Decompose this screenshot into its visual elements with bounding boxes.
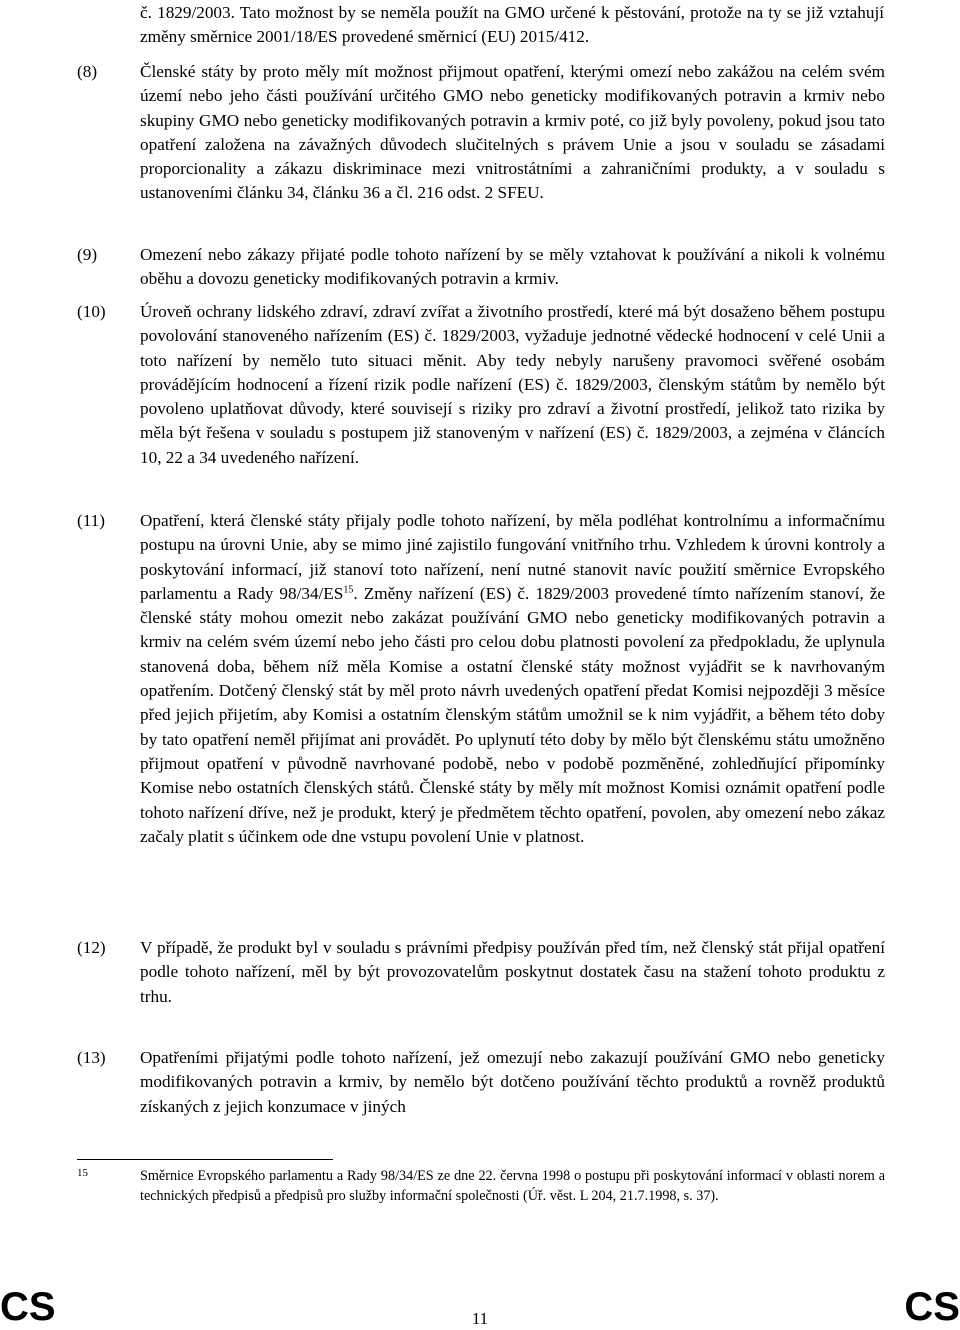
- recital-number: (8): [77, 62, 98, 81]
- recital-12: [77, 936, 885, 1009]
- recital-text-part-a: Opatření, která členské státy přijaly podle tohoto nařízení, by měla podléhat kontrolnímu a informačnímu postupu na úrovni Unie, aby se mimo jiné zajistilo fungování vnitřního trhu. Vzhledem k úrovni kontroly a poskytování informací, již stanoví toto nařízení, není nutné stanovit navíc použití směrnice Evropského parlamentu a Rady 98/34/ES: [140, 511, 885, 603]
- page-number: 11: [471, 1309, 489, 1328]
- recital-text: Úroveň ochrany lidského zdraví, zdraví zvířat a životního prostředí, které má být dosaženo během postupu povolování stanoveného nařízením (ES) č. 1829/2003, vyžaduje jednotné vědecké hodnocení v celé Unii a toto nařízení by nemělo tuto situaci měnit. Aby tedy nebyly narušeny pravomoci svěřené osobám provádějícím hodnocení a řízení rizik podle nařízení (ES) č. 1829/2003, členským státům by nemělo být povoleno uplatňovat důvody, které souvisejí s riziky pro zdraví a životní prostředí, jelikož tato rizika by měla být řešena v souladu s postupem již stanoveným v nařízení (ES) č. 1829/2003, a zejména v článcích 10, 22 a 34 uvedeného nařízení.: [140, 302, 885, 467]
- recital-text: Členské státy by proto měly mít možnost přijmout opatření, kterými omezí nebo zakážou na celém svém území nebo jeho části používání určitého GMO nebo geneticky modifikovaných potravin a krmiv nebo skupiny GMO nebo geneticky modifikovaných potravin a krmiv poté, co již byly povoleny, pokud jsou tato opatření založena na závažných důvodech slučitelných s právem Unie a jsou v souladu se zásadami proporcionality a zákazu diskriminace mezi vnitrostátními a zahraničními produkty, a v souladu s ustanoveními článku 34, článku 36 a čl. 216 odst. 2 SFEU.: [140, 62, 885, 203]
- recital-11: [77, 509, 885, 849]
- recital-number: (10): [77, 302, 106, 321]
- recital-text: Opatřeními přijatými podle tohoto nařízení, jež omezují nebo zakazují používání GMO nebo geneticky modifikovaných potravin a krmiv, by nemělo být dotčeno používání těchto produktů a rovněž produktů získaných z jejich konzumace v jiných: [140, 1048, 885, 1116]
- language-code-right: CS: [904, 1285, 960, 1329]
- recital-10: [77, 300, 885, 470]
- recital-text: Omezení nebo zákazy přijaté podle tohoto nařízení by se měly vztahovat k používání a nikoli k volnému oběhu a dovozu geneticky modifikovaných potravin a krmiv.: [140, 245, 885, 289]
- footnote-divider: [77, 1159, 333, 1160]
- language-code-left: CS: [0, 1285, 56, 1329]
- recital-13: [77, 1046, 885, 1119]
- recital-text-part-b: . Změny nařízení (ES) č. 1829/2003 provedené tímto nařízením stanoví, že členské státy mohou omezit nebo zakázat používání GMO nebo geneticky modifikovaných potravin a krmiv na celém svém území nebo jeho části pro celou dobu platnosti povolení za předpokladu, že uplynula stanovená doba, během níž měla Komise a ostatní členské státy možnost vyjádřit se k navrhovaným opatřením. Dotčený členský stát by měl proto návrh uvedených opatření předat Komisi nejpozději 3 měsíce před jejich přijetím, aby Komisi a ostatním členským státům umožnil se k nim vyjádřit, a během této doby by tato opatření neměl přijímat ani provádět. Po uplynutí této doby by mělo být členskému státu umožněno přijmout opatření v původně navrhované podobě, nebo v podobě pozměněné, zohledňující připomínky Komise nebo ostatních členských států. Členské státy by měly mít možnost Komisi oznámit opatření podle tohoto nařízení dříve, než je produkt, který je předmětem těchto opatření, povolen, aby omezení nebo zákaz začaly platit s účinkem ode dne vstupu povolení Unie v platnost.: [140, 583, 885, 846]
- continuation-text: č. 1829/2003. Tato možnost by se neměla použít na GMO určené k pěstování, protože na ty se již vztahují změny směrnice 2001/18/ES provedené směrnicí (EU) 2015/412.: [140, 3, 884, 47]
- recital-text: V případě, že produkt byl v souladu s právními předpisy používán před tím, než členský stát přijal opatření podle tohoto nařízení, měl by být provozovatelům poskytnut dostatek času na stažení tohoto produktu z trhu.: [140, 938, 885, 1006]
- recital-number: (11): [77, 511, 105, 530]
- footnote: [77, 1167, 885, 1206]
- recital-8: [77, 60, 885, 206]
- recital-text: [140, 509, 885, 849]
- recital-number: (9): [77, 245, 98, 264]
- footnote-number: 15: [77, 1167, 88, 1179]
- recital-number: (13): [77, 1048, 106, 1067]
- recital-number: (12): [77, 938, 106, 957]
- footnote-text: Směrnice Evropského parlamentu a Rady 98/34/ES ze dne 22. června 1998 o postupu při poskytování informací v oblasti norem a technických předpisů a předpisů pro služby informační společnosti (Úř. věst. L 204, 21.7.1998, s. 37).: [140, 1168, 885, 1204]
- recital-9: [77, 243, 885, 292]
- footnote-reference[interactable]: 15: [343, 584, 354, 596]
